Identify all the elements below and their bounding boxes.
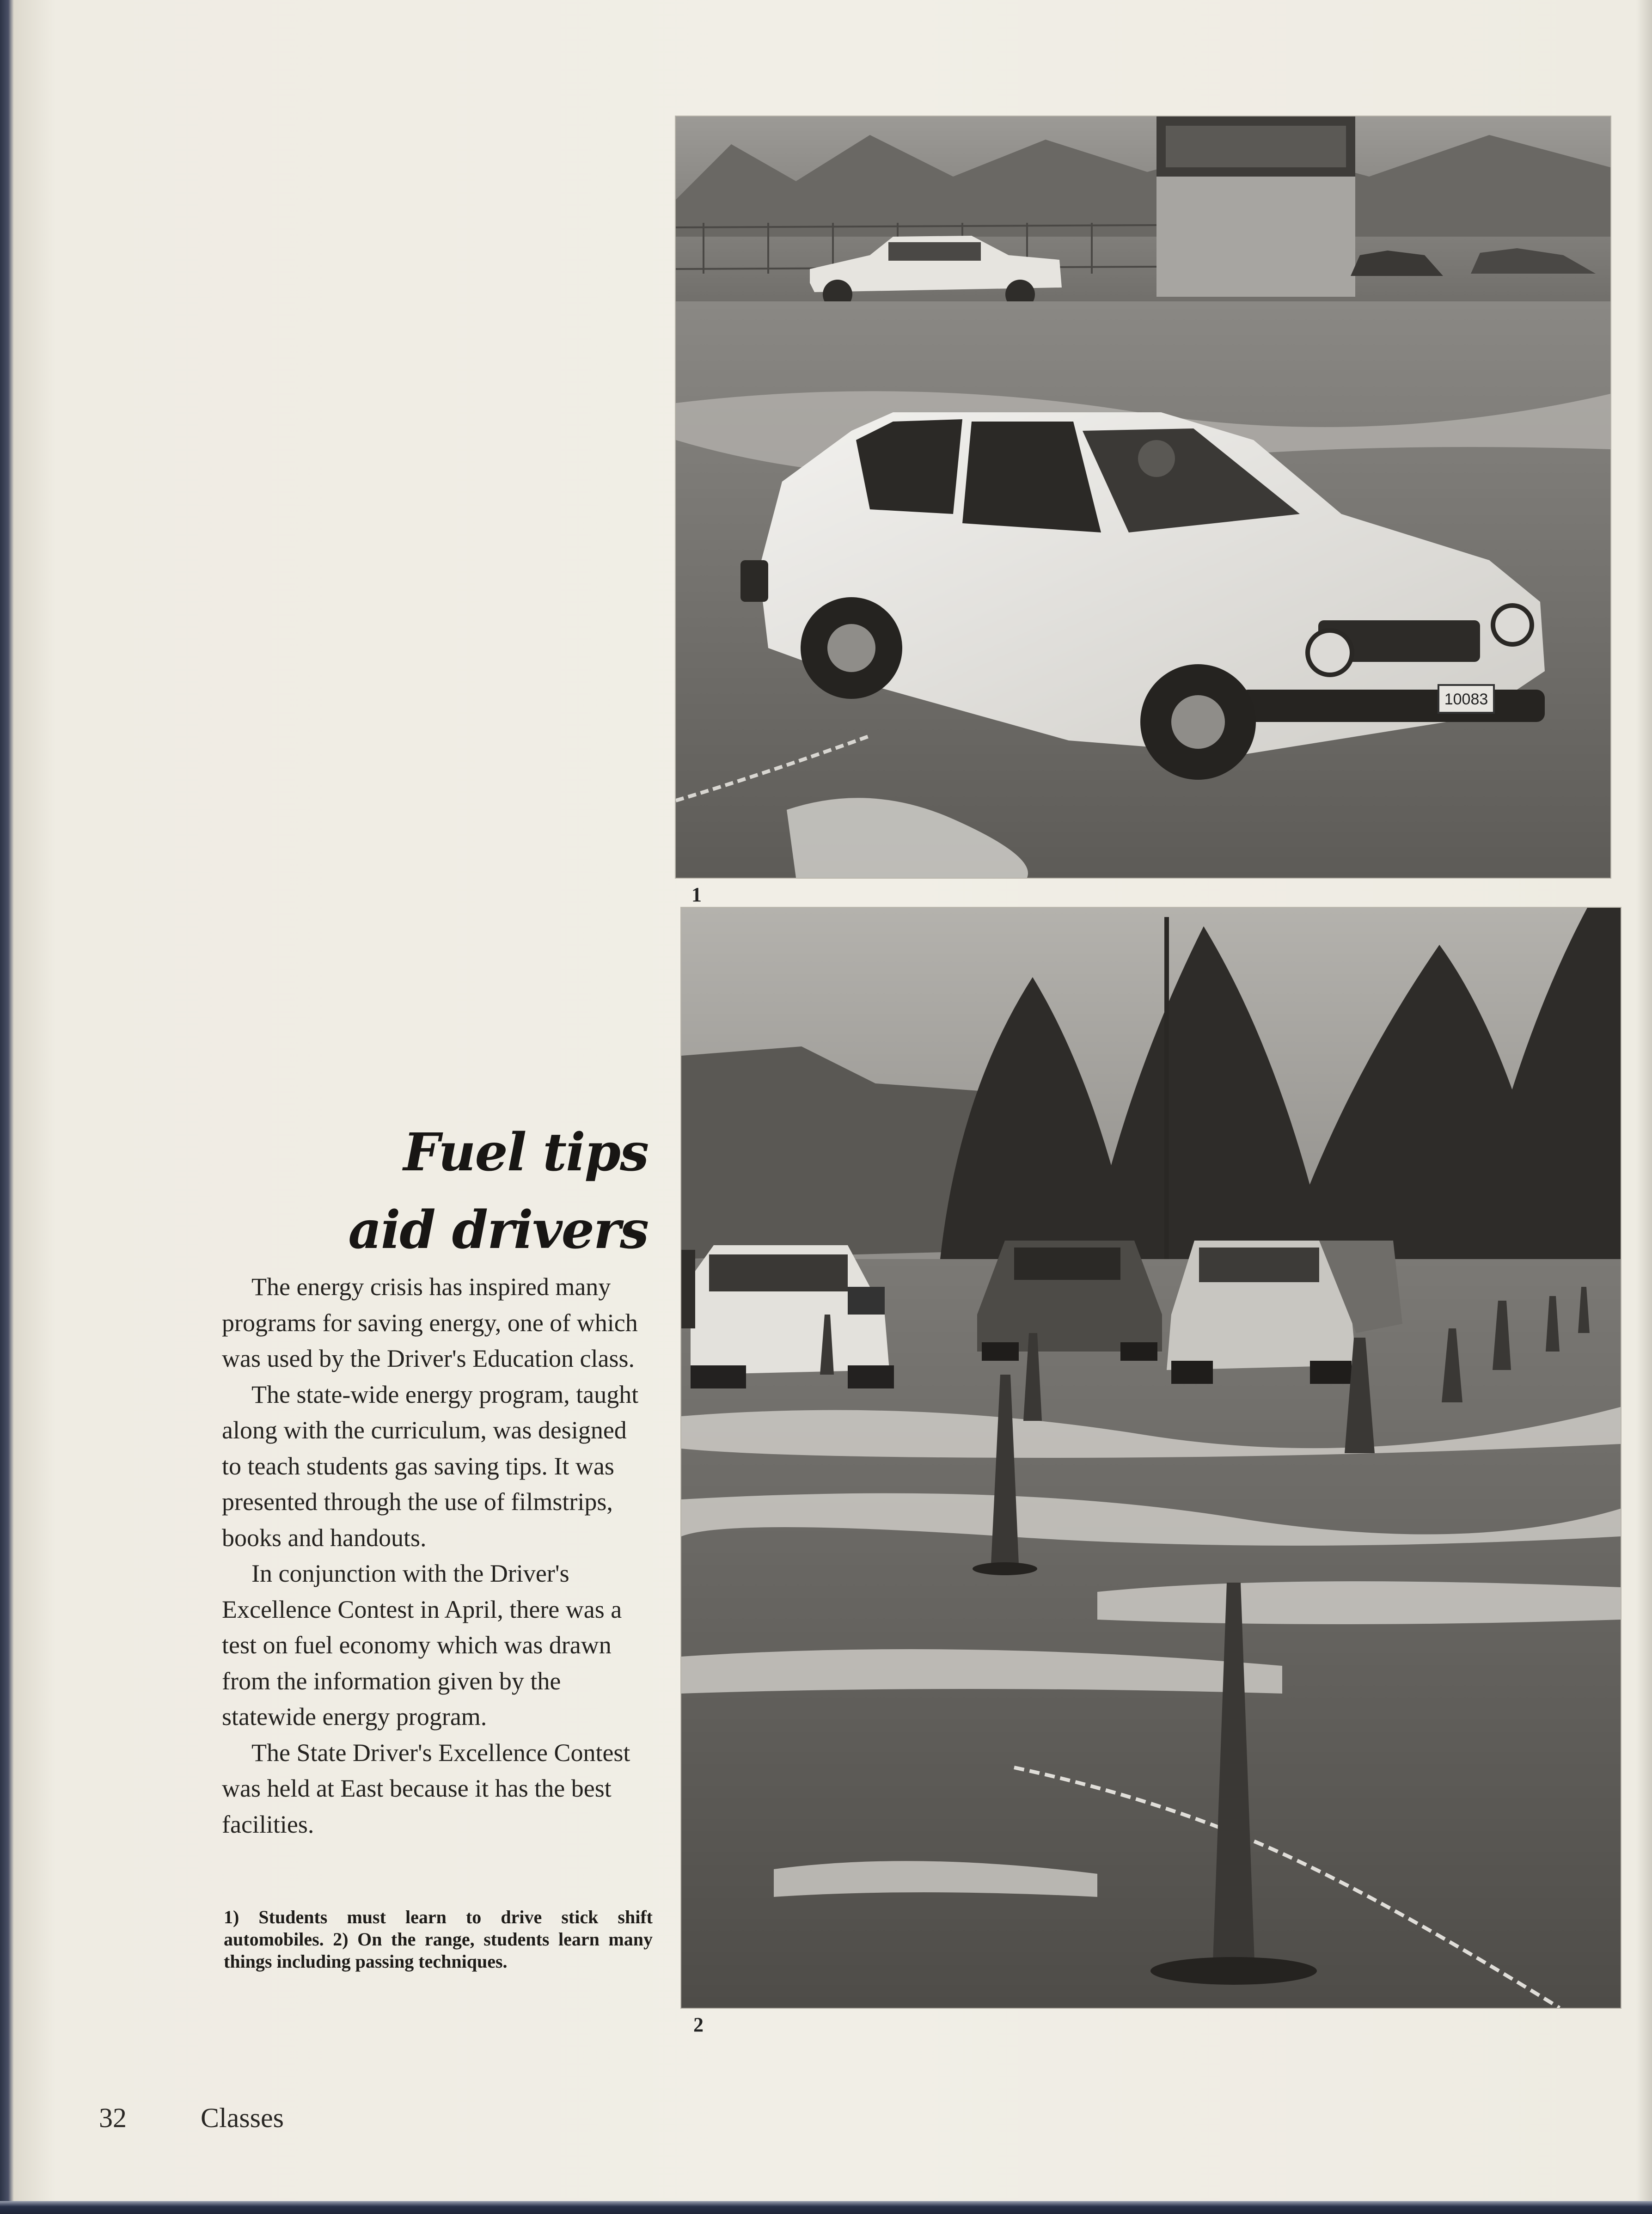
photo-caption: 1) Students must learn to drive stick shift automobiles. 2) On the range, students learn many things including passing techniques.: [224, 1907, 653, 1972]
article-body: [222, 1269, 652, 1842]
photo-range-passing: [680, 907, 1621, 2009]
photo-1-image: [676, 116, 1610, 878]
article-paragraph: The energy crisis has inspired many programs for saving energy, one of which was used by the Driver's Education class.: [222, 1273, 638, 1372]
photo-number-2: 2: [693, 2013, 704, 2036]
photo-number-1: 1: [691, 883, 702, 906]
article-paragraph: The State Driver's Excellence Contest was held at East because it has the best facilities.: [222, 1738, 630, 1838]
article-paragraph: In conjunction with the Driver's Excellence Contest in April, there was a test on fuel economy which was drawn from the information given by the statewide energy program.: [222, 1560, 622, 1731]
section-name: Classes: [201, 2103, 284, 2133]
photo-2-image: [681, 908, 1621, 2008]
binding-edge: [0, 2201, 1652, 2214]
headline-line-1: Fuel tips: [403, 1122, 648, 1183]
page-number: 32: [99, 2103, 127, 2133]
article-paragraph: The state-wide energy program, taught along with the curriculum, was designed to teach students gas saving tips. It was presented through the use of filmstrips, books and handouts.: [222, 1380, 639, 1552]
headline-line-2: aid drivers: [348, 1200, 648, 1260]
license-plate-text: 10083: [1444, 691, 1488, 708]
photo-car-stick-shift: [675, 116, 1611, 879]
